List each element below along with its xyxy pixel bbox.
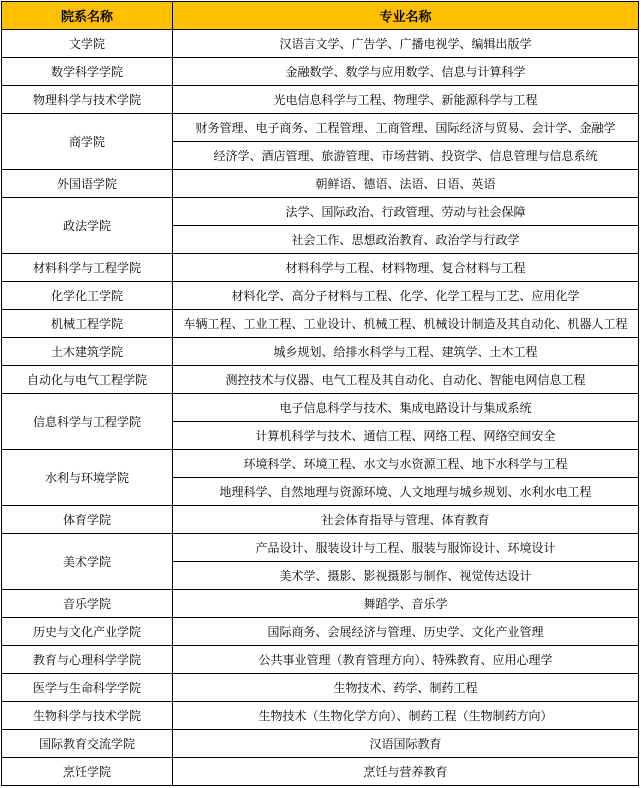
- major-list-cell: 光电信息科学与工程、物理学、新能源科学与工程: [173, 86, 639, 114]
- major-list-cell: 社会体育指导与管理、体育教育: [173, 506, 639, 534]
- table-row: [2, 590, 639, 618]
- college-name-cell: 国际教育交流学院: [2, 730, 173, 758]
- table-row: [2, 198, 639, 226]
- table-row: [2, 30, 639, 58]
- table-row: [2, 506, 639, 534]
- table-row: [2, 310, 639, 338]
- major-list-cell: 财务管理、电子商务、工程管理、工商管理、国际经济与贸易、会计学、金融学: [173, 114, 639, 142]
- college-name-cell: 水利与环境学院: [2, 450, 173, 506]
- major-list-cell: 地理科学、自然地理与资源环境、人文地理与城乡规划、水利水电工程: [173, 478, 639, 506]
- major-list-cell: 舞蹈学、音乐学: [173, 590, 639, 618]
- college-name-cell: 物理科学与技术学院: [2, 86, 173, 114]
- table-body: [2, 30, 639, 786]
- table-row: [2, 534, 639, 562]
- table-row: [2, 114, 639, 142]
- major-list-cell: 烹饪与营养教育: [173, 758, 639, 786]
- header-college: 院系名称: [2, 2, 173, 30]
- major-list-cell: 车辆工程、工业工程、工业设计、机械工程、机械设计制造及其自动化、机器人工程: [173, 310, 639, 338]
- major-list-cell: 法学、国际政治、行政管理、劳动与社会保障: [173, 198, 639, 226]
- table-row: [2, 366, 639, 394]
- major-list-cell: 美术学、摄影、影视摄影与制作、视觉传达设计: [173, 562, 639, 590]
- major-list-cell: 材料科学与工程、材料物理、复合材料与工程: [173, 254, 639, 282]
- table-row: [2, 702, 639, 730]
- major-list-cell: 计算机科学与技术、通信工程、网络工程、网络空间安全: [173, 422, 639, 450]
- major-list-cell: 电子信息科学与技术、集成电路设计与集成系统: [173, 394, 639, 422]
- major-list-cell: 国际商务、会展经济与管理、历史学、文化产业管理: [173, 618, 639, 646]
- header-major: 专业名称: [173, 2, 639, 30]
- major-list-cell: 城乡规划、给排水科学与工程、建筑学、土木工程: [173, 338, 639, 366]
- major-list-cell: 汉语言文学、广告学、广播电视学、编辑出版学: [173, 30, 639, 58]
- college-name-cell: 美术学院: [2, 534, 173, 590]
- table-row: [2, 618, 639, 646]
- major-list-cell: 经济学、酒店管理、旅游管理、市场营销、投资学、信息管理与信息系统: [173, 142, 639, 170]
- table-row: [2, 170, 639, 198]
- college-name-cell: 外国语学院: [2, 170, 173, 198]
- header-row: [2, 2, 639, 30]
- college-name-cell: 生物科学与技术学院: [2, 702, 173, 730]
- college-name-cell: 数学科学学院: [2, 58, 173, 86]
- major-list-cell: 材料化学、高分子材料与工程、化学、化学工程与工艺、应用化学: [173, 282, 639, 310]
- table-row: [2, 674, 639, 702]
- table-row: [2, 394, 639, 422]
- college-name-cell: 机械工程学院: [2, 310, 173, 338]
- table-row: [2, 86, 639, 114]
- college-name-cell: 材料科学与工程学院: [2, 254, 173, 282]
- table-row: [2, 450, 639, 478]
- college-name-cell: 医学与生命科学学院: [2, 674, 173, 702]
- table-row: [2, 646, 639, 674]
- table-row: [2, 730, 639, 758]
- table-row: [2, 254, 639, 282]
- college-name-cell: 教育与心理科学学院: [2, 646, 173, 674]
- college-name-cell: 烹饪学院: [2, 758, 173, 786]
- major-list-cell: 汉语国际教育: [173, 730, 639, 758]
- college-name-cell: 自动化与电气工程学院: [2, 366, 173, 394]
- major-list-cell: 社会工作、思想政治教育、政治学与行政学: [173, 226, 639, 254]
- college-name-cell: 商学院: [2, 114, 173, 170]
- college-name-cell: 土木建筑学院: [2, 338, 173, 366]
- table-row: [2, 58, 639, 86]
- table-row: [2, 758, 639, 786]
- major-list-cell: 金融数学、数学与应用数学、信息与计算科学: [173, 58, 639, 86]
- major-list-cell: 环境科学、环境工程、水文与水资源工程、地下水科学与工程: [173, 450, 639, 478]
- major-list-cell: 朝鲜语、德语、法语、日语、英语: [173, 170, 639, 198]
- table-row: [2, 282, 639, 310]
- college-name-cell: 音乐学院: [2, 590, 173, 618]
- college-major-table: [1, 1, 639, 786]
- college-name-cell: 体育学院: [2, 506, 173, 534]
- major-list-cell: 生物技术、药学、制药工程: [173, 674, 639, 702]
- major-list-cell: 产品设计、服装设计与工程、服装与服饰设计、环境设计: [173, 534, 639, 562]
- college-name-cell: 化学化工学院: [2, 282, 173, 310]
- college-name-cell: 历史与文化产业学院: [2, 618, 173, 646]
- college-name-cell: 政法学院: [2, 198, 173, 254]
- major-list-cell: 公共事业管理（教育管理方向）、特殊教育、应用心理学: [173, 646, 639, 674]
- college-name-cell: 文学院: [2, 30, 173, 58]
- major-list-cell: 测控技术与仪器、电气工程及其自动化、自动化、智能电网信息工程: [173, 366, 639, 394]
- major-list-cell: 生物技术（生物化学方向）、制药工程（生物制药方向）: [173, 702, 639, 730]
- table-row: [2, 338, 639, 366]
- college-name-cell: 信息科学与工程学院: [2, 394, 173, 450]
